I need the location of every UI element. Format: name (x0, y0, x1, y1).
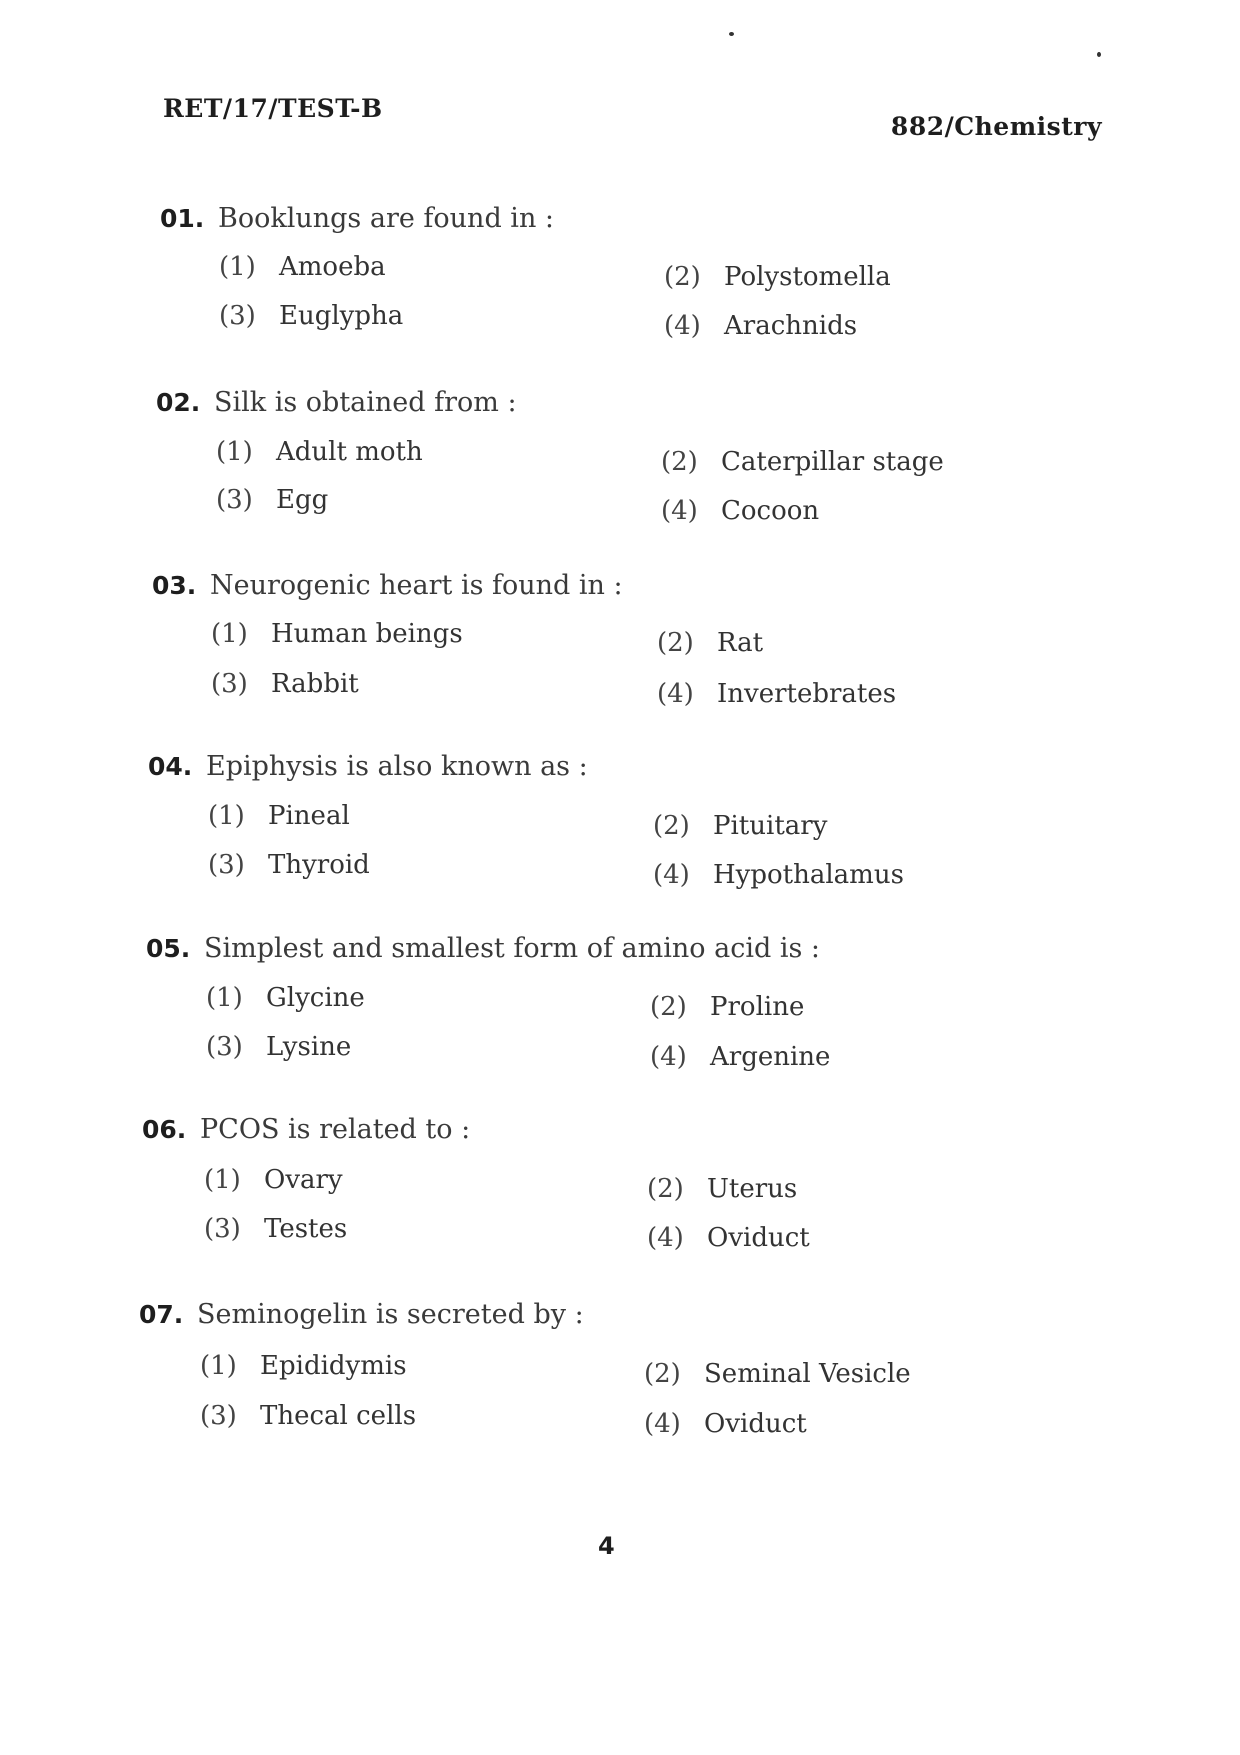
option-text: Oviduct (704, 1409, 807, 1439)
option-text: Lysine (266, 1032, 352, 1062)
question-block (142, 1113, 1122, 1147)
option (650, 1041, 830, 1073)
page-number: 4 (598, 1532, 615, 1560)
option-number: (2) (653, 811, 690, 841)
option (208, 849, 370, 881)
question-number: 05. (146, 934, 191, 963)
question-number: 03. (152, 571, 197, 600)
option-number: (3) (219, 301, 256, 331)
option-text: Testes (264, 1214, 348, 1244)
option (204, 1164, 343, 1196)
question-text: Seminogelin is secreted by : (197, 1299, 584, 1330)
option-number: (1) (219, 252, 256, 282)
question-number: 06. (142, 1115, 187, 1144)
option-text: Proline (710, 992, 805, 1022)
option-text: Rat (717, 628, 764, 658)
option (219, 300, 403, 332)
option (647, 1173, 797, 1205)
option-text: Cocoon (721, 496, 820, 526)
option-text: Uterus (707, 1174, 798, 1204)
option-text: Invertebrates (717, 679, 897, 709)
option (206, 982, 365, 1014)
option-number: (4) (657, 679, 694, 709)
option (657, 678, 896, 710)
question-text: PCOS is related to : (200, 1114, 471, 1145)
question-number: 07. (139, 1300, 184, 1329)
option-number: (1) (206, 983, 243, 1013)
option-number: (2) (647, 1174, 684, 1204)
question-block (148, 750, 1128, 784)
option-text: Euglypha (279, 301, 404, 331)
option-text: Polystomella (724, 262, 891, 292)
option (653, 810, 827, 842)
option-number: (3) (206, 1032, 243, 1062)
option-number: (2) (664, 262, 701, 292)
option-number: (1) (211, 619, 248, 649)
option-text: Epididymis (260, 1351, 407, 1381)
option (211, 618, 463, 650)
option (206, 1031, 351, 1063)
option-text: Amoeba (279, 252, 386, 282)
question-block (160, 202, 1140, 236)
option-number: (2) (661, 447, 698, 477)
option (200, 1400, 416, 1432)
option-number: (1) (208, 801, 245, 831)
option-number: (2) (650, 992, 687, 1022)
option-number: (3) (200, 1401, 237, 1431)
question-block (139, 1298, 1119, 1332)
option-text: Egg (276, 485, 329, 515)
option-number: (2) (657, 628, 694, 658)
option (664, 261, 891, 293)
option-text: Argenine (710, 1042, 831, 1072)
option-number: (4) (653, 860, 690, 890)
option-number: (1) (200, 1351, 237, 1381)
subject-code: 882/Chemistry (890, 112, 1102, 141)
option (211, 668, 359, 700)
option-number: (4) (661, 496, 698, 526)
option (644, 1408, 807, 1440)
option (219, 251, 386, 283)
option-number: (2) (644, 1359, 681, 1389)
option (208, 800, 350, 832)
option-number: (3) (208, 850, 245, 880)
question-block (146, 932, 1126, 966)
scan-speck (1097, 52, 1101, 57)
question-number: 02. (156, 388, 201, 417)
option (644, 1358, 911, 1390)
option (657, 627, 763, 659)
option-number: (4) (650, 1042, 687, 1072)
question-text: Epiphysis is also known as : (206, 751, 588, 782)
question-block (156, 386, 1136, 420)
option-text: Pineal (268, 801, 350, 831)
scan-speck (729, 32, 734, 36)
option-text: Thyroid (268, 850, 370, 880)
option-number: (4) (644, 1409, 681, 1439)
option (216, 484, 328, 516)
option-number: (4) (647, 1223, 684, 1253)
option-number: (3) (211, 669, 248, 699)
option (647, 1222, 810, 1254)
option-text: Hypothalamus (713, 860, 904, 890)
option-text: Human beings (271, 619, 463, 649)
option-text: Thecal cells (260, 1401, 417, 1431)
question-text: Simplest and smallest form of amino acid is : (204, 933, 820, 964)
question-text: Neurogenic heart is found in : (210, 570, 623, 601)
option (216, 436, 423, 468)
paper-code: RET/17/TEST-B (163, 94, 383, 123)
option (661, 495, 819, 527)
option (200, 1350, 407, 1382)
option-text: Arachnids (724, 311, 858, 341)
option-text: Adult moth (276, 437, 423, 467)
option-number: (1) (204, 1165, 241, 1195)
option (204, 1213, 347, 1245)
option-number: (1) (216, 437, 253, 467)
option (653, 859, 904, 891)
option-text: Glycine (266, 983, 365, 1013)
option-text: Pituitary (713, 811, 828, 841)
option-text: Ovary (264, 1165, 343, 1195)
option-text: Rabbit (271, 669, 359, 699)
option-number: (3) (204, 1214, 241, 1244)
option-text: Oviduct (707, 1223, 810, 1253)
option-text: Seminal Vesicle (704, 1359, 911, 1389)
option (661, 446, 944, 478)
question-number: 01. (160, 204, 205, 233)
option (664, 310, 857, 342)
option-number: (3) (216, 485, 253, 515)
question-number: 04. (148, 752, 193, 781)
option (650, 991, 804, 1023)
question-text: Booklungs are found in : (218, 203, 555, 234)
question-block (152, 569, 1132, 603)
option-number: (4) (664, 311, 701, 341)
question-text: Silk is obtained from : (214, 387, 517, 418)
option-text: Caterpillar stage (721, 447, 944, 477)
